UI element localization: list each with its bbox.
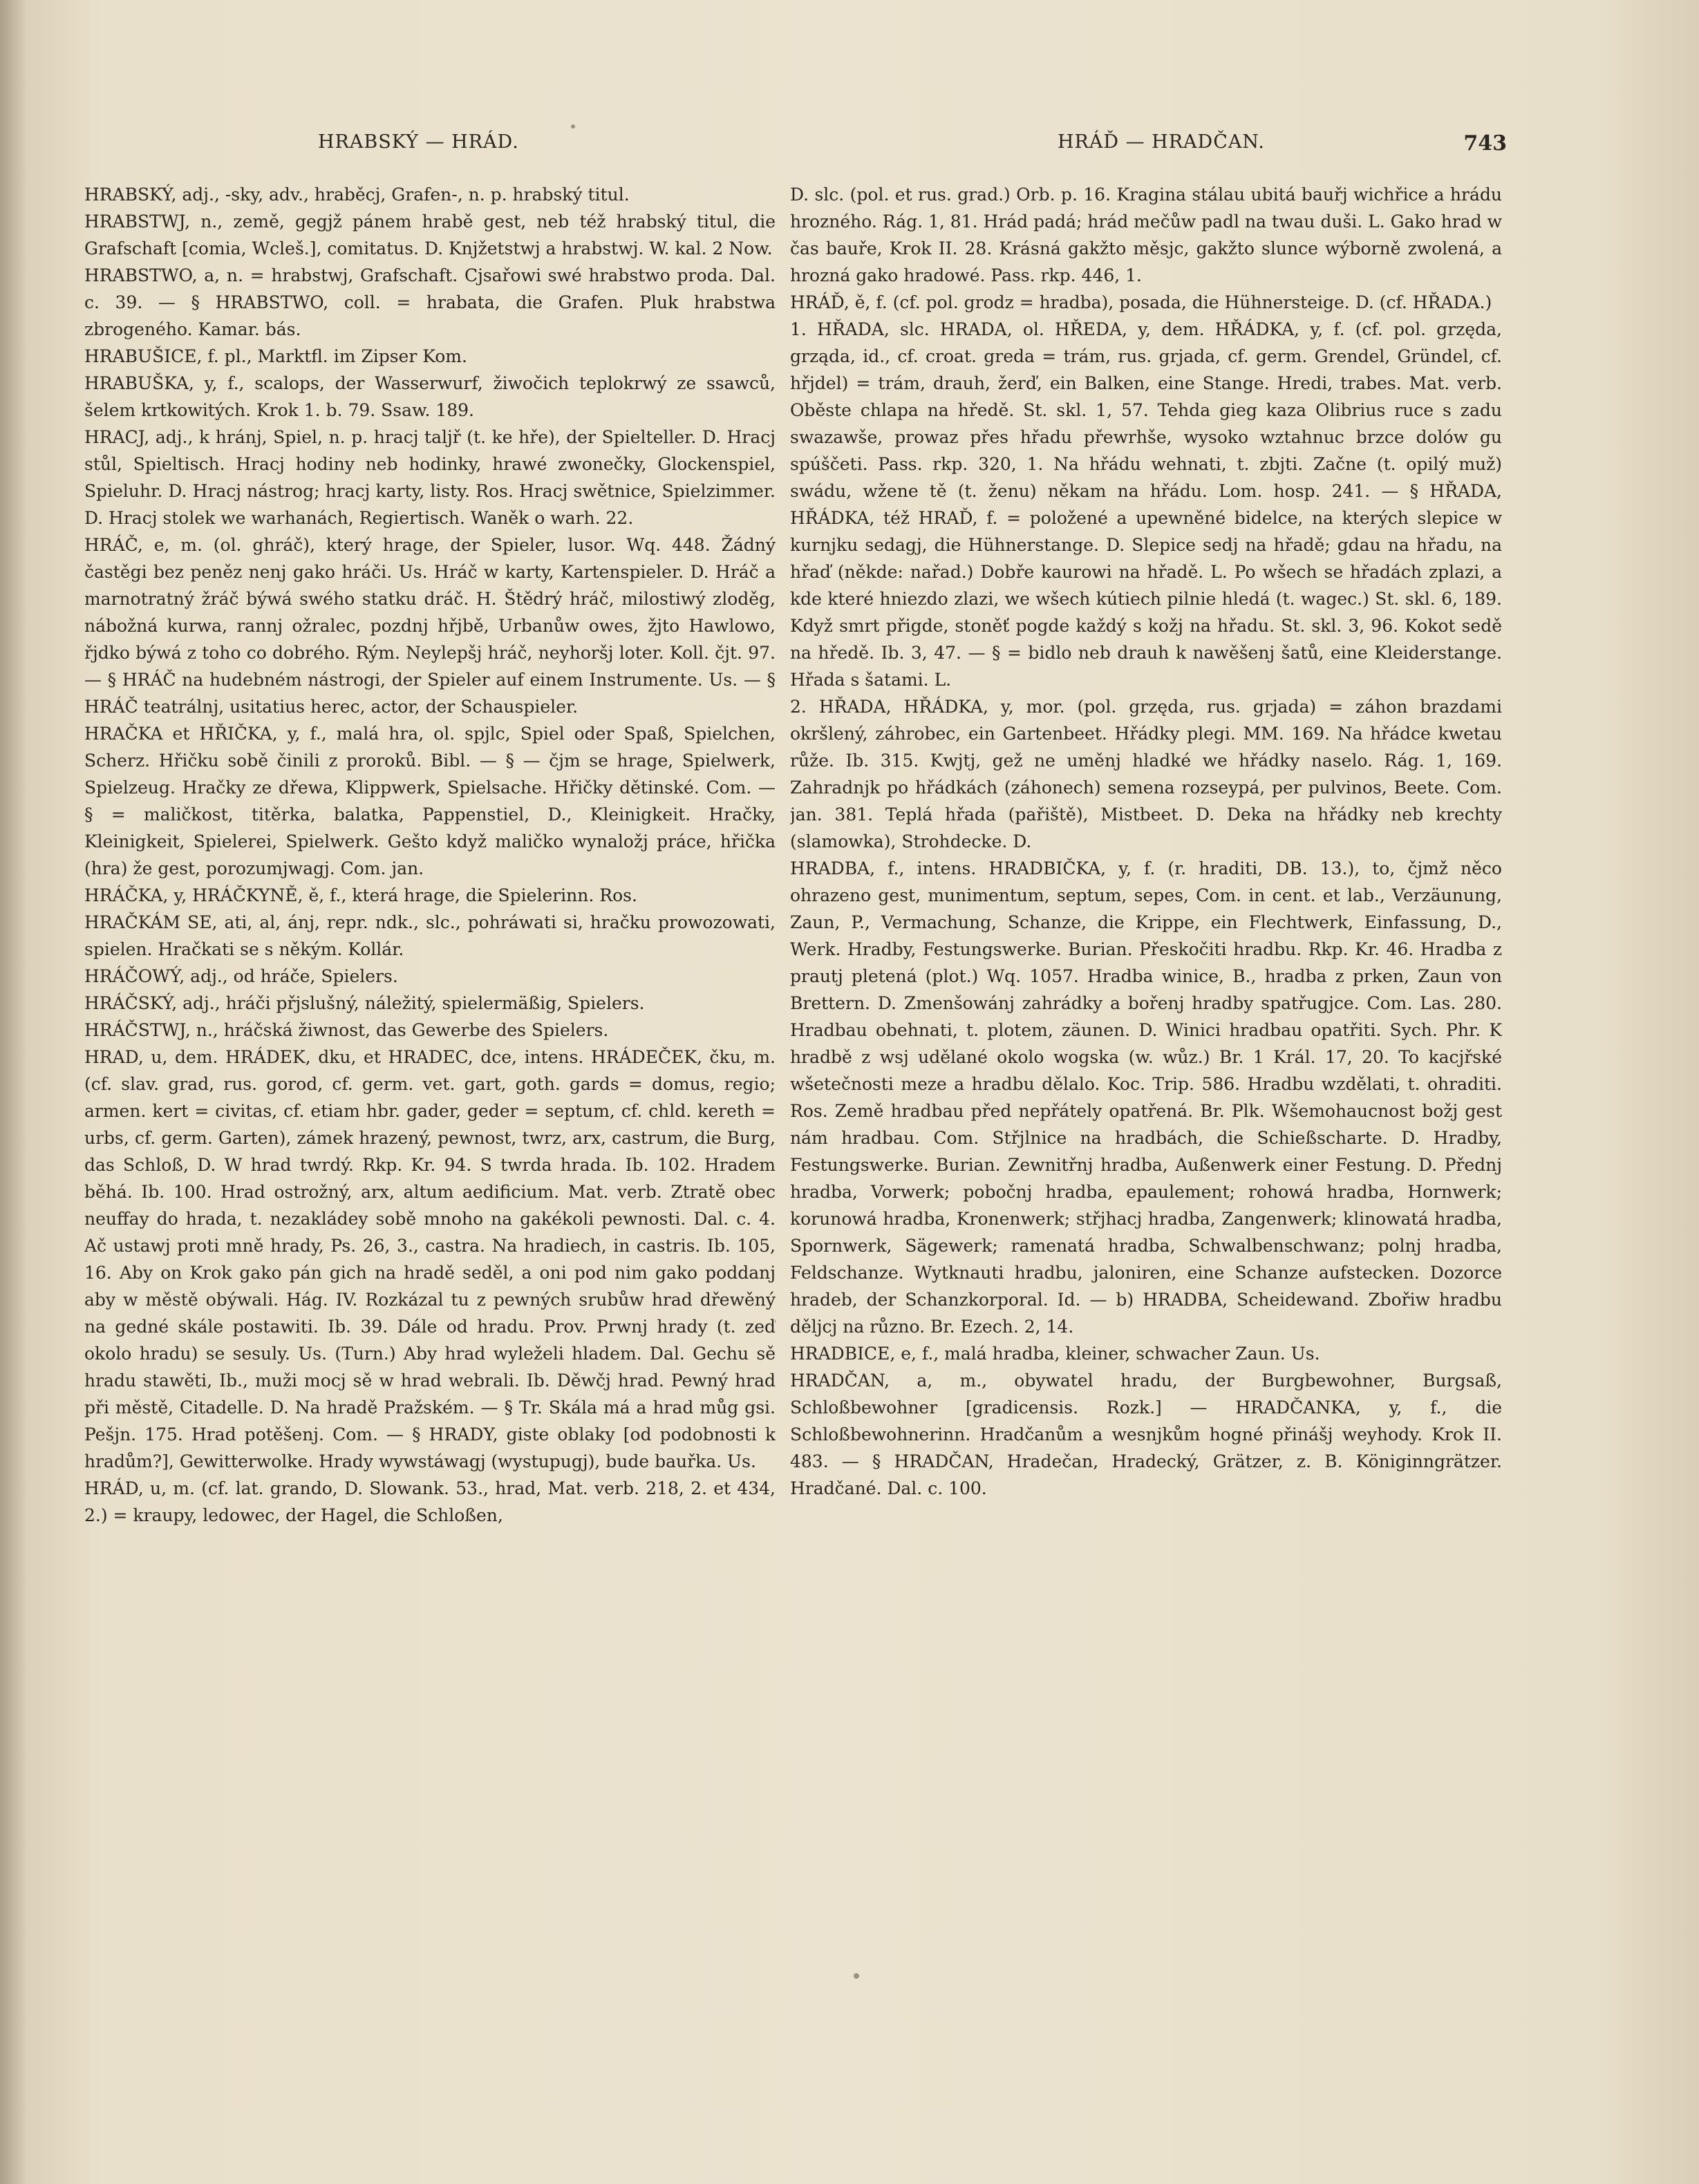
dictionary-entry: HRÁČOWÝ, adj., od hráče, Spielers. — [84, 966, 398, 986]
right-running-head: HRÁĎ — HRADČAN. — [1058, 131, 1265, 153]
dictionary-entry: HRAČKÁM SE, ati, al, ánj, repr. ndk., slc., pohráwati si, hračku prowozowati, spielen. Hračkati se s někým. Kollár. — [84, 912, 776, 959]
dictionary-entry: HRADČAN, a, m., obywatel hradu, der Burgbewohner, Burgsaß, Schloßbewohner [gradicensis. Rozk.] — HRADČANKA, y, f., die Schloßbewohnerinn. Hradčanům a wesnjkům hogné přinášj weyhody. Krok II. 483. — § HRADČAN, Hradečan, Hradecký, Grätzer, z. B. Königinngrätzer. Hradčané. Dal. c. 100. — [790, 1371, 1502, 1498]
dictionary-entry: HRÁĎ, ě, f. (cf. pol. grodz = hradba), posada, die Hühnersteige. D. (cf. HŘADA.) — [790, 292, 1492, 312]
dictionary-entry: HRADBICE, e, f., malá hradba, kleiner, schwacher Zaun. Us. — [790, 1344, 1320, 1364]
dictionary-entry: 2. HŘADA, HŘÁDKA, y, mor. (pol. grzęda, rus. grjada) = záhon brazdami okršlený, záhrobec, ein Gartenbeet. Hřádky plegi. MM. 169. Na hřádce kwetau růže. Ib. 315. Kwjtj, gež ne uměnj hladké we hřádky naselo. Rág. 1, 169. Zahradnjk po hřádkách (záhonech) semena rozseypá, per pulvinos, Beete. Com. jan. 381. Teplá hřada (pařiště), Mistbeet. D. Deka na hřádky neb krechty (slamowka), Strohdecke. D. — [790, 697, 1502, 851]
dictionary-entry: HRABUŠICE, f. pl., Marktfl. im Zipser Kom. — [84, 346, 467, 366]
left-column — [84, 181, 776, 1964]
dictionary-entry: HRADBA, f., intens. HRADBIČKA, y, f. (r. hraditi, DB. 13.), to, čjmž něco ohrazeno gest, munimentum, septum, sepes, Com. in cent. et lab., Verzäunung, Zaun, P., Vermachung, Schanze, die Krippe, ein Flechtwerk, Einfassung, D., Werk. Hradby, Festungswerke. Burian. Přeskočiti hradbu. Rkp. Kr. 46. Hradba z prautj pletená (plot.) Wq. 1057. Hradba winice, B., hradba z prken, Zaun von Brettern. D. Zmenšowánj zahrádky a bořenj hradby spatřugjce. Com. Las. 280. Hradbau obehnati, t. plotem, zäunen. D. Winici hradbau opatřiti. Sych. Phr. K hradbě z wsj udělané okolo wogska (w. wůz.) Br. 1 Král. 17, 20. To kacjřské wšetečnosti meze a hradbu dělalo. Koc. Trip. 586. Hradbu wzdělati, t. ohraditi. Ros. Země hradbau před nepřátely opatřená. Br. Plk. Wšemohaucnost božj gest nám hradbau. Com. Střjlnice na hradbách, die Schießscharte. D. Hradby, Festungswerke. Burian. Zewnitřnj hradba, Außenwerk einer Festung. D. Přednj hradba, Vorwerk; pobočnj hradba, epaulement; rohowá hradba, Hornwerk; korunowá hradba, Kronenwerk; střjhacj hradba, Zangenwerk; klinowatá hradba, Spornwerk, Sägewerk; ramenatá hradba, Schwalbenschwanz; polnj hradba, Feldschanze. Wytknauti hradbu, jaloniren, eine Schanze aufstecken. Dozorce hradeb, der Schanzkorporal. Id. — b) HRADBA, Scheidewand. Zbořiw hradbu děljcj na různo. Br. Ezech. 2, 14. — [790, 858, 1502, 1337]
dictionary-entry: HRÁČ, e, m. (ol. ghráč), který hrage, der Spieler, lusor. Wq. 448. Žádný častěgi bez peněz nenj gako hráči. Us. Hráč w karty, Kartenspieler. D. Hráč a marnotratný žráč býwá swého statku dráč. H. Štědrý hráč, milostiwý zloděg, nábožná kurwa, rannj ožralec, pozdnj hřjbě, Urbanůw owes, žjto Hawlowo, řjdko býwá z toho co dobrého. Rým. Neylepšj hráč, neyhoršj loter. Koll. čjt. 97. — § HRÁČ na hudebném nástrogi, der Spieler auf einem Instrumente. Us. — § HRÁČ teatrálnj, usitatius herec, actor, der Schauspieler. — [84, 535, 776, 717]
dictionary-entry: HRAD, u, dem. HRÁDEK, dku, et HRADEC, dce, intens. HRÁDEČEK, čku, m. (cf. slav. grad, rus. gorod, cf. germ. vet. gart, goth. gards = domus, regio; armen. kert = civitas, cf. etiam hbr. gader, geder = septum, cf. chld. kereth = urbs, cf. germ. Garten), zámek hrazený, pewnost, twrz, arx, castrum, die Burg, das Schloß, D. W hrad twrdý. Rkp. Kr. 94. S twrda hrada. Ib. 102. Hradem běhá. Ib. 100. Hrad ostrožný, arx, altum aedificium. Mat. verb. Ztratě obec neuffay do hrada, t. nezakládey sobě mnoho na gakékoli pewnosti. Dal. c. 4. Ač ustawj proti mně hrady, Ps. 26, 3., castra. Na hradiech, in castris. Ib. 105, 16. Aby on Krok gako pán gich na hradě seděl, a oni pod nim gako poddanj aby w městě obýwali. Hág. IV. Rozkázal tu z pewných srubůw hrad dřewěný na gedné skále postawiti. Ib. 39. Dále od hradu. Prov. Prwnj hrady (t. zeď okolo hradu) se sesuly. Us. (Turn.) Aby hrad wyleželi hladem. Dal. Gechu sě hradu stawěti, Ib., muži mocj sě w hrad webrali. Ib. Děwčj hrad. Pewný hrad při městě, Citadelle. D. Na hradě Pražském. — § Tr. Skála má a hrad můg gsi. Pešjn. 175. Hrad potěšenj. Com. — § HRADY, giste oblaky [od podobnosti k hradům?], Gewitterwolke. Hrady wywstáwagj (wystupugj), bude bauřka. Us. — [84, 1047, 776, 1471]
dictionary-entry: HRACJ, adj., k hránj, Spiel, n. p. hracj talјř (t. ke hře), der Spielteller. D. Hracj stůl, Spieltisch. Hracj hodiny neb hodinky, hrawé zwonečky, Glockenspiel, Spieluhr. D. Hracj nástrog; hracj karty, listy. Ros. Hracj swětnice, Spielzimmer. D. Hracj stolek we warhanách, Regiertisch. Waněk o warh. 22. — [84, 427, 776, 528]
dictionary-entry: D. slc. (pol. et rus. grad.) Orb. p. 16. Kragina stálau ubitá bauřj wichřice a hrádu hrozného. Rág. 1, 81. Hrád padá; hrád mečůw padl na twau duši. L. Gako hrad w čas bauře, Krok II. 28. Krásná gakžto měsjc, gakžto slunce wýborně zwolená, a hrozná gako hradowé. Pass. rkp. 446, 1. — [790, 185, 1502, 285]
left-running-head: HRABSKÝ — HRÁD. — [318, 131, 519, 153]
binding-shadow — [0, 0, 28, 2184]
ink-speck — [571, 124, 575, 129]
right-column — [790, 181, 1502, 1964]
page-number: 743 — [1463, 131, 1507, 156]
dictionary-entry: HRABSKÝ, adj., -sky, adv., hraběcj, Grafen-, n. p. hrabský titul. — [84, 185, 630, 205]
dictionary-entry: HRÁD, u, m. (cf. lat. grando, D. Slowank. 53., hrad, Mat. verb. 218, 2. et 434, 2.) = kraupy, ledowec, der Hagel, die Schloßen, — [84, 1478, 776, 1525]
dictionary-entry: HRABSTWJ, n., země, gegjž pánem hrabě gest, neb též hrabský titul, die Grafschaft [comia, Wcleš.], comitatus. D. Knjžetstwj a hrabstwj. W. kal. 2 Now. — [84, 211, 776, 258]
dictionary-entry: 1. HŘADA, slc. HRADA, ol. HŘEDA, y, dem. HŘÁDKA, y, f. (cf. pol. grzęda, grząda, id., cf. croat. greda = trám, rus. grjada, cf. germ. Grendel, Gründel, cf. hřjdel) = trám, drauh, žerď, ein Balken, eine Stange. Hredi, trabes. Mat. verb. Oběste chlapa na hředě. St. skl. 1, 57. Tehda gieg kaza Olibrius ruce s zadu swazawše, prowaz přes hřadu přewrhše, wysoko wztahnuc brzce dolów gu spúščeti. Pass. rkp. 320, 1. Na hřádu wehnati, t. zbjti. Začne (t. opilý muž) swádu, wžene tě (t. ženu) někam na hřádu. Lom. hosp. 241. — § HŘADA, HŘÁDKA, též HRAĎ, f. = položené a upewněné bidelce, na kterých slepice w kurnjku sedagj, die Hühnerstange. D. Slepice sedj na hřadě; gdau na hřadu, na hřaď (někde: nařad.) Dobře kaurowi na hřadě. L. Po wšech se hřadách zplazi, a kde které hniezdo zlazi, we wšech kútiech pilnie hledá (t. wagec.) St. skl. 6, 189. Když smrt přigde, stoněť pogde každý s kožj na hřadu. St. skl. 3, 96. Kokot sedě na hředě. Ib. 3, 47. — § = bidlo neb drauh k nawěšenj šatů, eine Kleiderstange. Hřada s šatami. L. — [790, 319, 1502, 690]
ink-speck — [854, 1973, 859, 1979]
dictionary-entry: HRÁČSKÝ, adj., hráči přjslušný, náležitý, spielermäßig, Spielers. — [84, 993, 645, 1013]
dictionary-entry: HRABUŠKA, y, f., scalops, der Wasserwurf, žiwočich teplokrwý ze ssawců, šelem krtkowitých. Krok 1. b. 79. Ssaw. 189. — [84, 373, 776, 420]
running-header — [83, 131, 1507, 166]
dictionary-entry: HRAČKA et HŘIČKA, y, f., malá hra, ol. spjlc, Spiel oder Spaß, Spielchen, Scherz. Hřičku sobě činili z proroků. Bibl. — § — čjm se hrage, Spielwerk, Spielzeug. Hračky ze dřewa, Klippwerk, Spielsache. Hřičky dětinské. Com. — § = maličkost, titěrka, balatka, Pappenstiel, D., Kleinigkeit. Hračky, Kleinigkeit, Spielerei, Spielwerk. Gešto když maličko wynaložj práce, hřička (hra) že gest, porozumjwagj. Com. jan. — [84, 724, 776, 878]
dictionary-entry: HRÁČSTWJ, n., hráčská žiwnost, das Gewerbe des Spielers. — [84, 1020, 609, 1040]
dictionary-entry: HRÁČKA, y, HRÁČKYNĚ, ě, f., která hrage, die Spielerinn. Ros. — [84, 885, 637, 905]
dictionary-entry: HRABSTWO, a, n. = hrabstwj, Grafschaft. Cjsařowi swé hrabstwo proda. Dal. c. 39. — § HRABSTWO, coll. = hrabata, die Grafen. Pluk hrabstwa zbrogeného. Kamar. bás. — [84, 265, 776, 339]
